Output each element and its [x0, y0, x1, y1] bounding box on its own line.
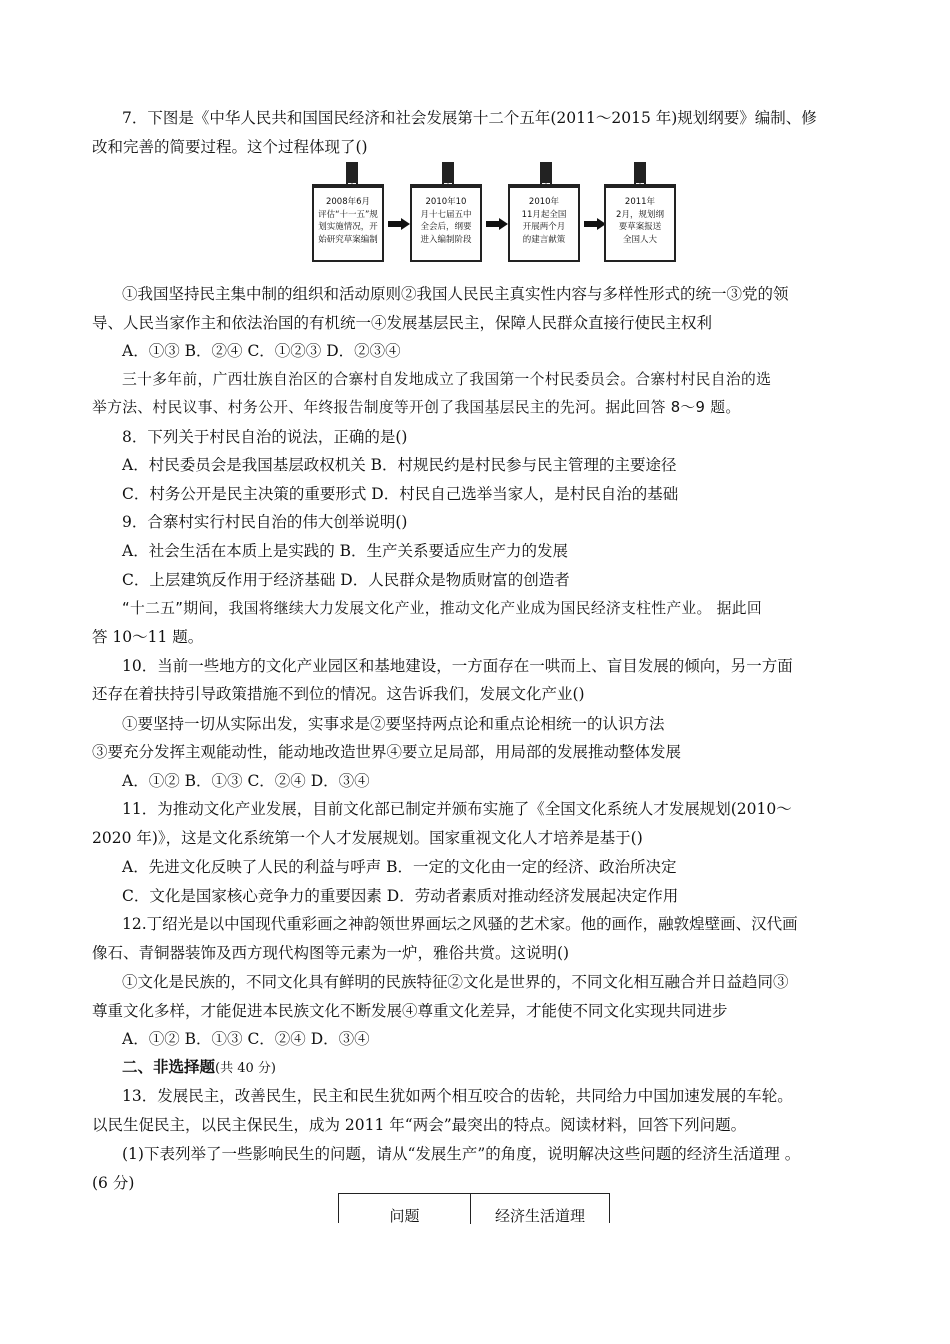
flow-step-1	[312, 184, 384, 262]
flow-step-text: 划实施情况，开	[318, 222, 378, 233]
q10-options-line2: ③要充分发挥主观能动性，能动地改造世界④要立足局部，用局部的发展推动整体发展	[92, 743, 682, 761]
q8-choice-cd: C．村务公开是民主决策的重要形式 D．村民自己选举当家人，是村民自治的基础	[122, 485, 679, 503]
flow-step-text: 2008年6月	[325, 197, 371, 207]
q12-stem-line2: 像石、青铜器装饰及西方现代构图等元素为一炉，雅俗共赏。这说明()	[92, 944, 570, 962]
q11-stem-line2: 2020 年)》，这是文化系统第一个人才发展规划。国家重视文化人才培养是基于()	[92, 829, 643, 847]
flow-step-text: 始研究草案编制	[318, 234, 378, 245]
right-arrow-icon	[388, 218, 410, 230]
material-10-11-line1: “十二五”期间，我国将继续大力发展文化产业，推动文化产业成为国民经济支柱性产业。 据此回	[122, 600, 762, 617]
section2-heading	[122, 1057, 892, 1079]
q13-sub1-line2: (6 分)	[92, 1174, 135, 1192]
flow-step-text: 的建言献策	[522, 234, 566, 245]
q9-choice-ab: A．社会生活在本质上是实践的 B．生产关系要适应生产力的发展	[122, 542, 569, 560]
q7-stem-line1: 7．下图是《中华人民共和国国民经济和社会发展第十二个五年(2011～2015 年)规划纲要》编制、修	[122, 109, 817, 127]
flow-step-text: 要草案报送	[618, 222, 662, 233]
flow-step-text: 月十七届五中	[420, 209, 472, 220]
flow-step-4	[604, 184, 676, 262]
q11-choice-cd: C．文化是国家核心竞争力的重要因素 D．劳动者素质对推动经济发展起决定作用	[122, 887, 679, 905]
q11-choice-ab: A．先进文化反映了人民的利益与呼声 B．一定的文化由一定的经济、政治所决定	[122, 858, 677, 876]
section2-title: 二、非选择题	[122, 1057, 216, 1076]
flow-step-2	[410, 184, 482, 262]
q9-choice-cd: C．上层建筑反作用于经济基础 D．人民群众是物质财富的创造者	[122, 571, 570, 589]
flow-step-text: 评估“十一五”规	[318, 209, 378, 220]
flow-step-text: 2月，规划纲	[616, 209, 664, 220]
q12-stem-line1: 12.丁绍光是以中国现代重彩画之神韵领世界画坛之风骚的艺术家。他的画作，融敦煌壁画、汉代画	[122, 915, 798, 933]
q13-stem-line2: 以民生促民主，以民主保民生，成为 2011 年“两会”最突出的特点。阅读材料，回答下列问题。	[92, 1116, 747, 1134]
q10-stem-line1: 10．当前一些地方的文化产业园区和基地建设，一方面存在一哄而上、盲目发展的倾向，另一方面	[122, 657, 793, 675]
material-10-11-line2: 答 10～11 题。	[92, 628, 204, 646]
q11-stem-line1: 11．为推动文化产业发展，目前文化部已制定并颁布实施了《全国文化系统人才发展规划(2010～	[122, 800, 792, 818]
q9-stem: 9．合寨村实行村民自治的伟大创举说明()	[122, 513, 408, 531]
q10-choices: A．①② B．①③ C．②④ D．③④	[122, 772, 370, 790]
flow-step-text: 2010年	[528, 197, 560, 207]
flow-step-text: 全国人大	[622, 234, 657, 245]
q13-stem-line1: 13．发展民主，改善民生，民主和民生犹如两个相互咬合的齿轮，共同给力中国加速发展的车轮。	[122, 1087, 793, 1105]
q12-options-line1: ①文化是民族的，不同文化具有鲜明的民族特征②文化是世界的，不同文化相互融合并日益趋同③	[122, 973, 789, 991]
answer-table	[338, 1193, 610, 1223]
flow-step-text: 11月起全国	[521, 209, 567, 220]
table-header-economic-principle: 经济生活道理	[494, 1207, 585, 1225]
q7-stem-line2: 改和完善的简要过程。这个过程体现了()	[92, 138, 368, 156]
table-header-problem: 问题	[339, 1194, 471, 1224]
q10-options-line1: ①要坚持一切从实际出发，实事求是②要坚持两点论和重点论相统一的认识方法	[122, 715, 665, 733]
flow-step-text: 全会后，纲要	[420, 222, 472, 233]
flow-diagram	[312, 162, 692, 272]
q10-stem-line2: 还存在着扶持引导政策措施不到位的情况。这告诉我们，发展文化产业()	[92, 685, 585, 703]
q8-choice-ab: A．村民委员会是我国基层政权机关 B．村规民约是村民参与民主管理的主要途径	[122, 456, 677, 474]
material-8-9-line1: 三十多年前，广西壮族自治区的合寨村自发地成立了我国第一个村民委员会。合寨村村民自治的选	[122, 371, 772, 388]
q8-stem: 8．下列关于村民自治的说法，正确的是()	[122, 428, 408, 446]
material-8-9-line2: 举方法、村民议事、村务公开、年终报告制度等开创了我国基层民主的先河。据此回答 8～9 题。	[92, 399, 741, 416]
q7-choices: A．①③ B．②④ C．①②③ D．②③④	[122, 342, 401, 360]
right-arrow-icon	[486, 218, 508, 230]
right-arrow-icon	[584, 218, 606, 230]
flow-step-3	[508, 184, 580, 262]
flow-step-text: 开展两个月	[522, 222, 566, 233]
q7-options-line2: 导、人民当家作主和依法治国的有机统一④发展基层民主，保障人民群众直接行使民主权利	[92, 314, 713, 332]
section2-score: (共 40 分)	[215, 1061, 276, 1076]
flow-step-text: 2010年10	[425, 197, 467, 207]
flow-step-text: 2011年	[624, 197, 656, 207]
q7-options-line1: ①我国坚持民主集中制的组织和活动原则②我国人民民主真实性内容与多样性形式的统一③党的领	[122, 285, 789, 303]
q12-options-line2: 尊重文化多样，才能促进本民族文化不断发展④尊重文化差异，才能使不同文化实现共同进步	[92, 1002, 728, 1020]
q13-sub1-line1: (1)下表列举了一些影响民生的问题，请从“发展生产”的角度，说明解决这些问题的经济生活道理 。	[122, 1145, 801, 1163]
q12-choices: A．①② B．①③ C．②④ D．③④	[122, 1030, 370, 1048]
flow-step-text: 进入编制阶段	[420, 234, 472, 245]
